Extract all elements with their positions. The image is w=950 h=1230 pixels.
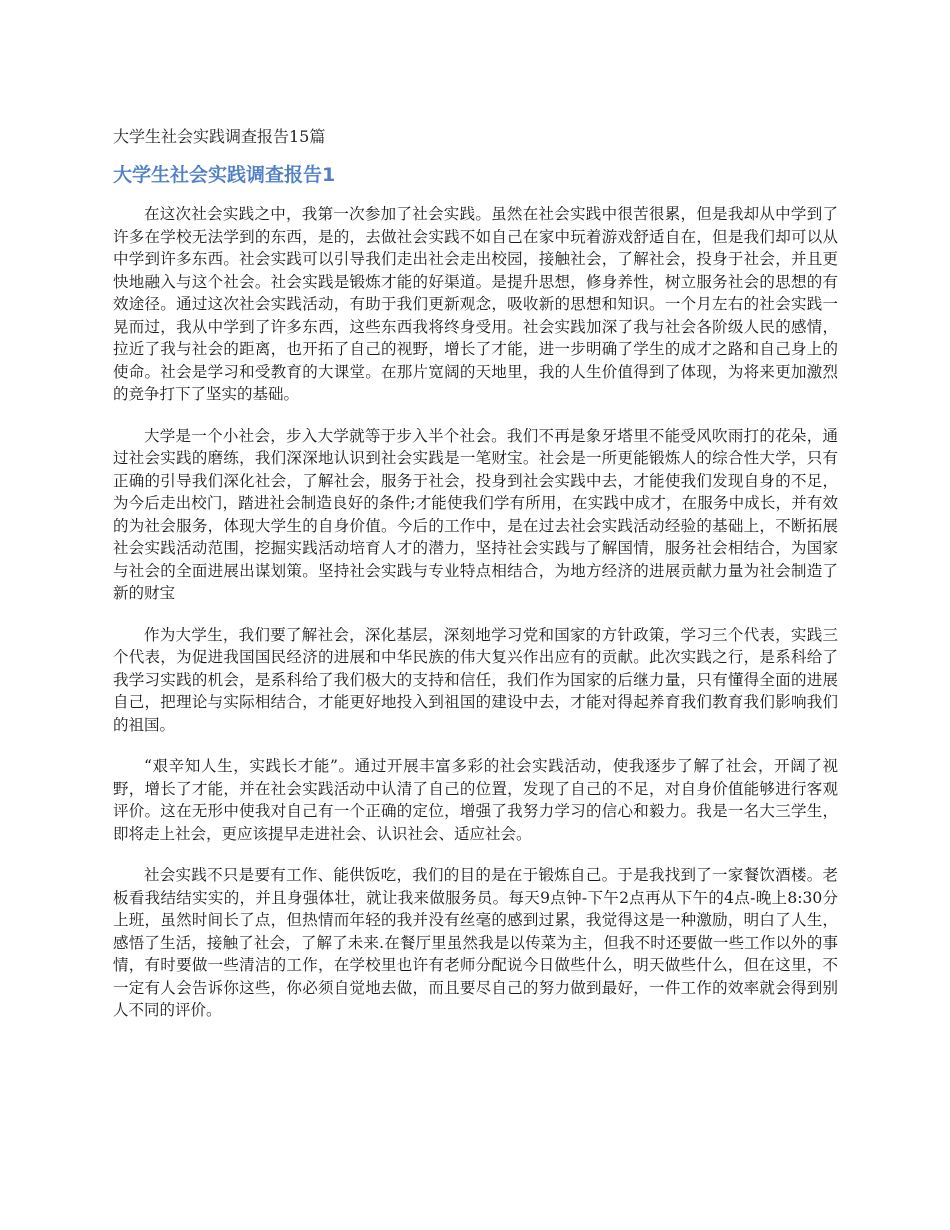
- document-title: 大学生社会实践调查报告15篇: [113, 127, 326, 146]
- paragraph-4: “艰辛知人生，实践长才能”。通过开展丰富多彩的社会实践活动，使我逐步了解了社会，开阔了视野，增长了才能，并在社会实践活动中认清了自己的位置，发现了自己的不足，对自身价值能够进行客观评价。这在无形中使我对自己有一个正确的定位，增强了我努力学习的信心和毅力。我是一名大三学生，即将走上社会，更应该提早走进社会、认识社会、适应社会。: [113, 757, 838, 843]
- paragraph-3: 作为大学生，我们要了解社会，深化基层，深刻地学习党和国家的方针政策，学习三个代表，实践三个代表，为促进我国国民经济的进展和中华民族的伟大复兴作出应有的贡献。此次实践之行，是系科给了我学习实践的机会，是系科给了我们极大的支持和信任，我们作为国家的后继力量，只有懂得全面的进展自己，把理论与实际相结合，才能更好地投入到祖国的建设中去，才能对得起养育我们教育我们影响我们的祖国。: [113, 625, 838, 734]
- paragraph-2: 大学是一个小社会，步入大学就等于步入半个社会。我们不再是象牙塔里不能受风吹雨打的花朵，通过社会实践的磨练，我们深深地认识到社会实践是一笔财宝。社会是一所更能锻炼人的综合性大学，只有正确的引导我们深化社会，了解社会，服务于社会，投身到社会实践中去，才能使我们发现自身的不足，为今后走出校门，踏进社会制造良好的条件;才能使我们学有所用，在实践中成才，在服务中成长，并有效的为社会服务，体现大学生的自身价值。今后的工作中，是在过去社会实践活动经验的基础上，不断拓展社会实践活动范围，挖掘实践活动培育人才的潜力，坚持社会实践与了解国情，服务社会相结合，为国家与社会的全面进展出谋划策。坚持社会实践与专业特点相结合，为地方经济的进展贡献力量为社会制造了新的财宝: [113, 426, 838, 602]
- paragraph-1: 在这次社会实践之中，我第一次参加了社会实践。虽然在社会实践中很苦很累，但是我却从中学到了许多在学校无法学到的东西，是的，去做社会实践不如自己在家中玩着游戏舒适自在，但是我们却可以从中学到许多东西。社会实践可以引导我们走出社会走出校园，接触社会，了解社会，投身于社会，并且更快地融入与这个社会。社会实践是锻炼才能的好渠道。是提升思想，修身养性，树立服务社会的思想的有效途径。通过这次社会实践活动，有助于我们更新观念，吸收新的思想和知识。一个月左右的社会实践一晃而过，我从中学到了许多东西，这些东西我将终身受用。社会实践加深了我与社会各阶级人民的感情，拉近了我与社会的距离，也开拓了自己的视野，增长了才能，进一步明确了学生的成才之路和自己身上的使命。社会是学习和受教育的大课堂。在那片宽阔的天地里，我的人生价值得到了体现，为将来更加激烈的竞争打下了坚实的基础。: [113, 205, 838, 403]
- section-heading: 大学生社会实践调查报告1: [113, 164, 336, 186]
- paragraph-5: 社会实践不只是要有工作、能供饭吃，我们的目的是在于锻炼自己。于是我找到了一家餐饮酒楼。老板看我结结实实的，并且身强体壮，就让我来做服务员。每天9点钟-下午2点再从下午的4点-晚上8:30分上班，虽然时间长了点，但热情而年轻的我并没有丝毫的感到过累，我觉得这是一种激励，明白了人生，感悟了生活，接触了社会，了解了未来.在餐厅里虽然我是以传菜为主，但我不时还要做一些工作以外的事情，有时要做一些清洁的工作，在学校里也许有老师分配说今日做些什么，明天做些什么，但在这里，不一定有人会告诉你这些，你必须自觉地去做，而且要尽自己的努力做到最好，一件工作的效率就会得到别人不同的评价。: [113, 866, 838, 1019]
- document-page: [113, 127, 838, 1041]
